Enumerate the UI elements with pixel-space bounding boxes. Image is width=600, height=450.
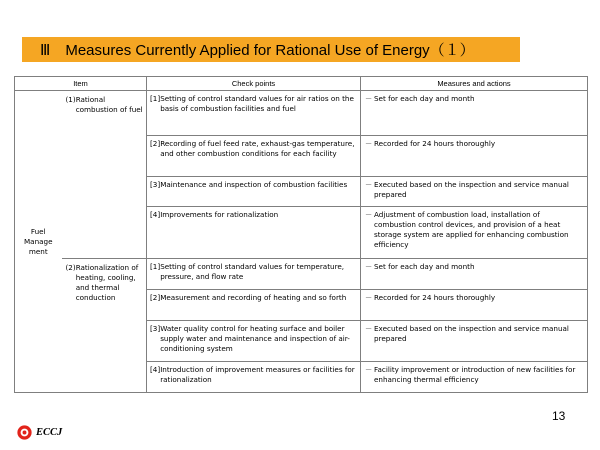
- check-point-text: Measurement and recording of heating and so forth: [160, 293, 347, 302]
- measure-cell: [361, 91, 588, 136]
- header-check-points: Check points: [147, 77, 361, 91]
- check-point-number: [3]: [150, 324, 161, 333]
- eccj-logo: [17, 425, 62, 440]
- measure-dash: －: [365, 324, 373, 333]
- subcategory-number: (2): [65, 263, 76, 272]
- measure-dash: －: [365, 365, 373, 374]
- energy-measures-table: [14, 76, 588, 393]
- check-point-cell: [147, 259, 361, 290]
- measure-cell: [361, 207, 588, 259]
- check-point-number: [1]: [150, 262, 161, 271]
- table-row: [15, 259, 588, 290]
- check-point-text: Setting of control standard values for air ratios on the basis of combustion facilities and fuel: [160, 94, 354, 113]
- subcategory-cell: [62, 259, 147, 393]
- check-point-number: [1]: [150, 94, 161, 103]
- measure-text: Facility improvement or introduction of new facilities for enhancing thermal efficiency: [374, 365, 576, 384]
- measure-dash: －: [365, 262, 373, 271]
- check-point-number: [2]: [150, 293, 161, 302]
- subcategory-label: Rationalization of heating, cooling, and thermal conduction: [75, 263, 139, 302]
- check-point-cell: [147, 321, 361, 362]
- measure-text: Executed based on the inspection and service manual prepared: [374, 180, 569, 199]
- measure-dash: －: [365, 210, 373, 219]
- measure-text: Set for each day and month: [374, 262, 475, 271]
- header-item: Item: [15, 77, 147, 91]
- category-label: Fuel Manage ment: [23, 226, 53, 256]
- slide-title-bar: [22, 37, 520, 62]
- subcategory-number: (1): [65, 95, 76, 104]
- check-point-cell: [147, 290, 361, 321]
- check-point-cell: [147, 91, 361, 136]
- check-point-cell: [147, 207, 361, 259]
- measure-cell: [361, 177, 588, 207]
- measure-text: Executed based on the inspection and service manual prepared: [374, 324, 569, 343]
- slide-title: Ⅲ Measures Currently Applied for Rational Use of Energy（１）: [40, 42, 475, 59]
- check-point-number: [2]: [150, 139, 161, 148]
- check-point-text: Recording of fuel feed rate, exhaust-gas temperature, and other combustion conditions for each facility: [160, 139, 355, 158]
- check-point-number: [4]: [150, 210, 161, 219]
- table-header-row: [15, 77, 588, 91]
- measure-dash: －: [365, 293, 373, 302]
- subcategory-label: Rational combustion of fuel: [75, 95, 143, 114]
- measure-cell: [361, 321, 588, 362]
- check-point-cell: [147, 177, 361, 207]
- check-point-text: Water quality control for heating surface and boiler supply water and maintenance and inspection of air-conditioning system: [160, 324, 350, 353]
- measure-cell: [361, 259, 588, 290]
- measure-text: Set for each day and month: [374, 94, 475, 103]
- measure-dash: －: [365, 180, 373, 189]
- category-cell: [15, 91, 62, 393]
- header-measures: Measures and actions: [361, 77, 588, 91]
- measure-text: Adjustment of combustion load, installation of combustion control devices, and provision of a heat storage system are applied for enhancing combustion efficiency: [374, 210, 569, 249]
- check-point-text: Improvements for rationalization: [160, 210, 279, 219]
- subcategory-cell: [62, 91, 147, 259]
- check-point-text: Maintenance and inspection of combustion facilities: [160, 180, 348, 189]
- check-point-text: Setting of control standard values for temperature, pressure, and flow rate: [160, 262, 345, 281]
- measure-cell: [361, 290, 588, 321]
- measure-cell: [361, 136, 588, 177]
- check-point-number: [3]: [150, 180, 161, 189]
- measure-dash: －: [365, 94, 373, 103]
- table-row: [15, 91, 588, 136]
- measure-dash: －: [365, 139, 373, 148]
- page-number: 13: [552, 409, 566, 423]
- measure-text: Recorded for 24 hours thoroughly: [374, 293, 496, 302]
- check-point-cell: [147, 362, 361, 393]
- logo-text: ECCJ: [36, 427, 63, 438]
- eccj-logo-icon: [17, 425, 32, 440]
- measure-cell: [361, 362, 588, 393]
- measure-text: Recorded for 24 hours thoroughly: [374, 139, 496, 148]
- check-point-number: [4]: [150, 365, 161, 374]
- check-point-cell: [147, 136, 361, 177]
- check-point-text: Introduction of improvement measures or facilities for rationalization: [160, 365, 355, 384]
